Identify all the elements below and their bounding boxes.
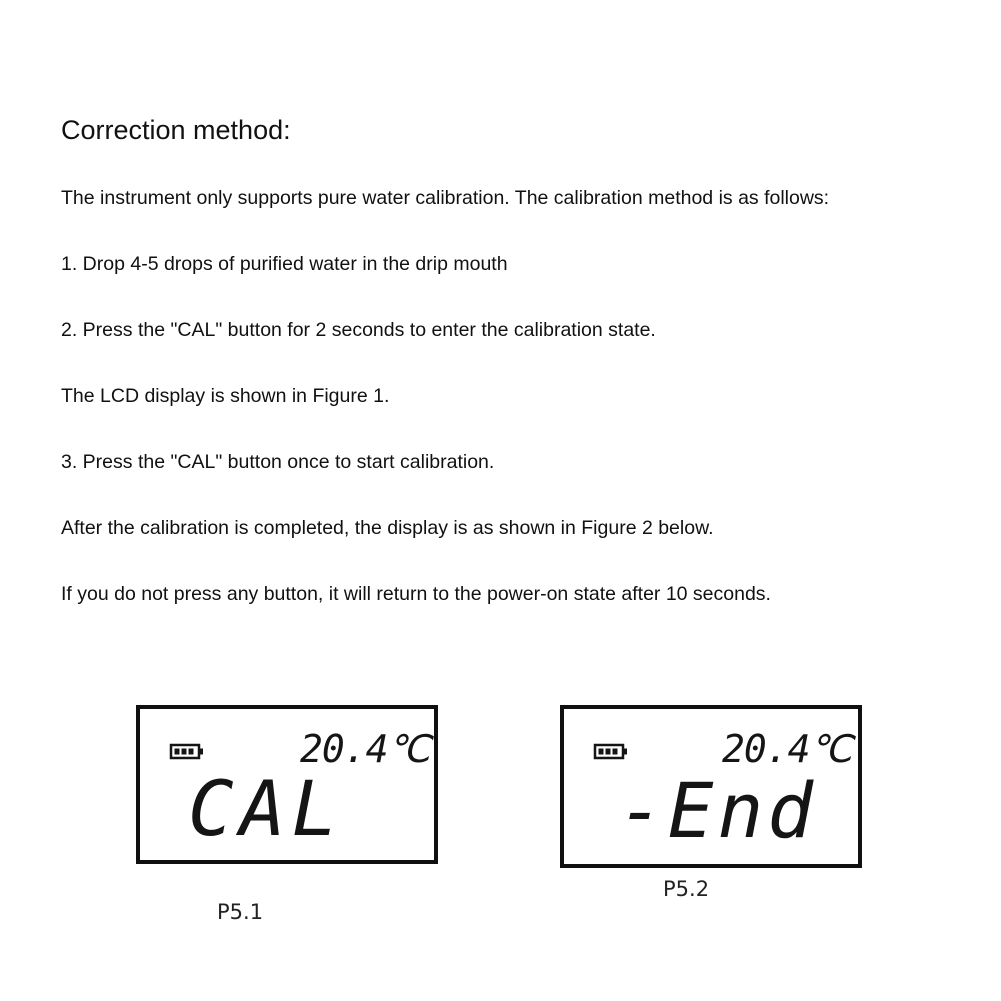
figure-2-label: P5.2 — [663, 877, 710, 901]
paragraph-intro: The instrument only supports pure water calibration. The calibration method is as follows: — [61, 187, 830, 209]
paragraph-figure-2-note: After the calibration is completed, the display is as shown in Figure 2 below. — [61, 517, 714, 539]
lcd-display-figure-1 — [136, 705, 438, 864]
paragraph-step-2: 2. Press the "CAL" button for 2 seconds to enter the calibration state. — [61, 319, 656, 341]
paragraph-timeout-note: If you do not press any button, it will return to the power-on state after 10 seconds. — [61, 583, 771, 605]
lcd-display-figure-2 — [560, 705, 862, 868]
paragraph-step-3: 3. Press the "CAL" button once to start calibration. — [61, 451, 495, 473]
battery-full-icon — [171, 745, 203, 758]
lcd-temperature-readout: 20.4℃ — [300, 727, 430, 771]
lcd-main-text: -End — [618, 766, 818, 855]
section-heading: Correction method: — [61, 115, 291, 145]
figure-1-label: P5.1 — [217, 900, 264, 924]
lcd-temperature-readout: 20.4℃ — [722, 727, 852, 771]
lcd-main-text: CAL — [188, 764, 344, 853]
paragraph-step-1: 1. Drop 4-5 drops of purified water in the drip mouth — [61, 253, 508, 275]
battery-full-icon — [595, 745, 627, 758]
paragraph-figure-1-note: The LCD display is shown in Figure 1. — [61, 385, 390, 407]
